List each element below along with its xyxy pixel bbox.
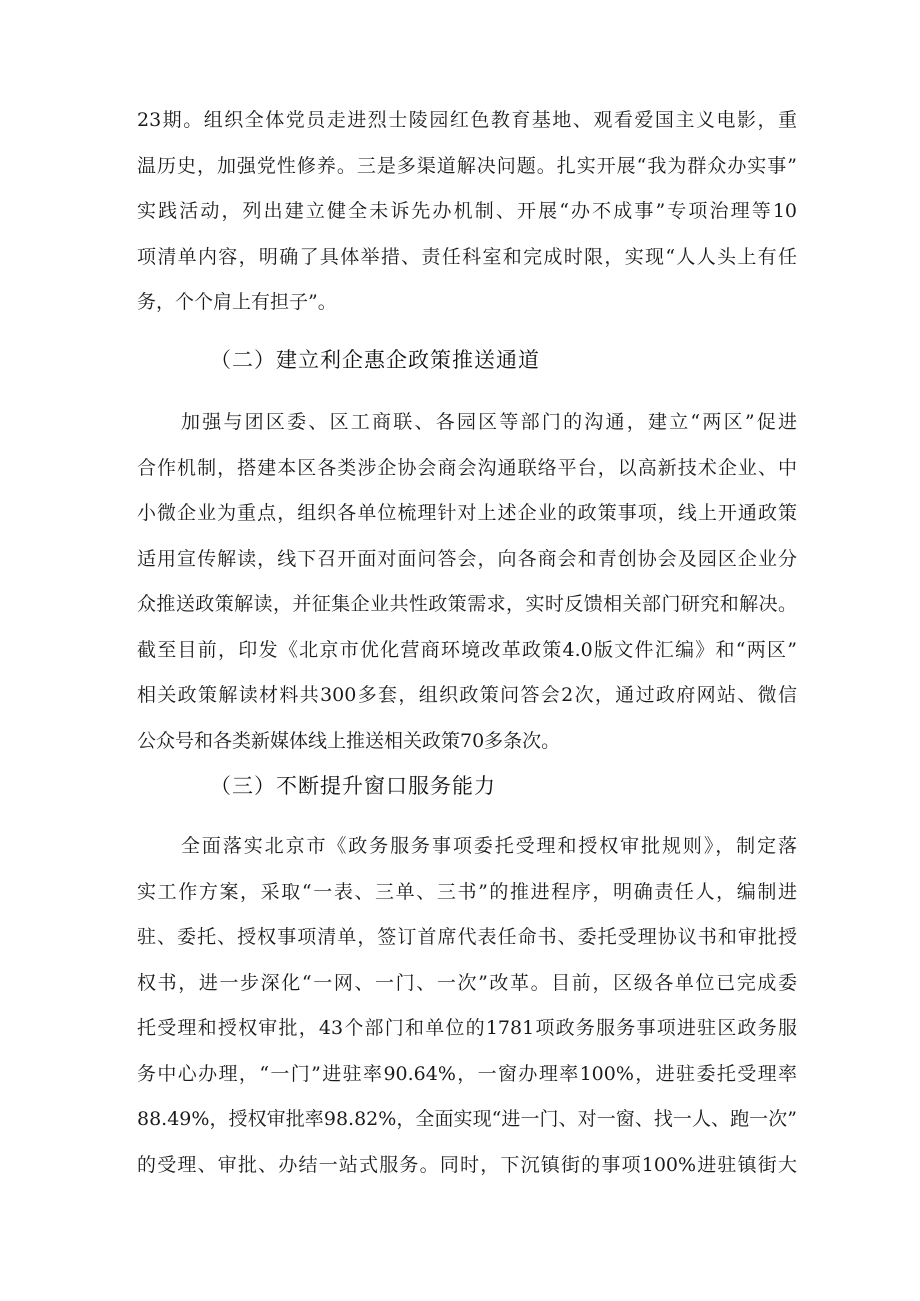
paragraph-line: 全面落实北京市《政务服务事项委托受理和授权审批规则》，制定落 xyxy=(181,835,797,857)
paragraph-line: 88.49%，授权审批率98.82%，全面实现“进一门、对一窗、找一人、跑一次” xyxy=(137,1108,797,1130)
section2-paragraph xyxy=(137,400,797,764)
paragraph-line: 公众号和各类新媒体线上推送相关政策70多条次。 xyxy=(137,729,561,752)
paragraph-line: 适用宣传解读，线下召开面对面问答会，向各商会和青创协会及园区企业分 xyxy=(137,547,797,570)
paragraph-line: 众推送政策解读，并征集企业共性政策需求，实时反馈相关部门研究和解决。 xyxy=(137,593,797,615)
paragraph-line: 务中心办理，“一门”进驻率90.64%，一窗办理率100%，进驻委托受理率 xyxy=(137,1062,797,1085)
paragraph-line: 23期。组织全体党员走进烈士陵园红色教育基地、观看爱国主义电影，重 xyxy=(137,109,797,131)
paragraph-line: 托受理和授权审批，43个部门和单位的1781项政务服务事项进驻区政务服 xyxy=(137,1017,797,1039)
paragraph-line: 截至目前，印发《北京市优化营商环境改革政策4.0版文件汇编》和“两区” xyxy=(137,638,797,661)
paragraph-line: 的受理、审批、办结一站式服务。同时，下沉镇街的事项100%进驻镇街大 xyxy=(137,1153,797,1176)
paragraph-line: 驻、委托、授权事项清单，签订首席代表任命书、委托受理协议书和审批授 xyxy=(137,926,797,948)
paragraph-line: 小微企业为重点，组织各单位梳理针对上述企业的政策事项，线上开通政策 xyxy=(137,502,797,524)
paragraph-line: 加强与团区委、区工商联、各园区等部门的沟通，建立“两区”促进 xyxy=(181,411,797,433)
intro-paragraph xyxy=(137,98,797,326)
paragraph-line: 实践活动，列出建立健全未诉先办机制、开展“办不成事”专项治理等10 xyxy=(137,200,797,222)
paragraph-line: 温历史，加强党性修养。三是多渠道解决问题。扎实开展“我为群众办实事” xyxy=(137,154,797,177)
section3-paragraph xyxy=(137,824,797,1188)
paragraph-line: 权书，进一步深化“一网、一门、一次”改革。目前，区级各单位已完成委 xyxy=(137,971,797,994)
paragraph-line: 实工作方案，采取“一表、三单、三书”的推进程序，明确责任人，编制进 xyxy=(137,880,797,903)
paragraph-line: 合作机制，搭建本区各类涉企协会商会沟通联络平台，以高新技术企业、中 xyxy=(137,456,797,479)
paragraph-line: 项清单内容，明确了具体举措、责任科室和完成时限，实现“人人头上有任 xyxy=(137,245,797,268)
paragraph-line: 务，个个肩上有担子”。 xyxy=(137,291,337,313)
paragraph-line: 相关政策解读材料共300多套，组织政策问答会2次，通过政府网站、微信 xyxy=(137,684,797,706)
section-heading-3: （三）不断提升窗口服务能力 xyxy=(210,774,496,798)
section-heading-2: （二）建立利企惠企政策推送通道 xyxy=(210,348,540,372)
